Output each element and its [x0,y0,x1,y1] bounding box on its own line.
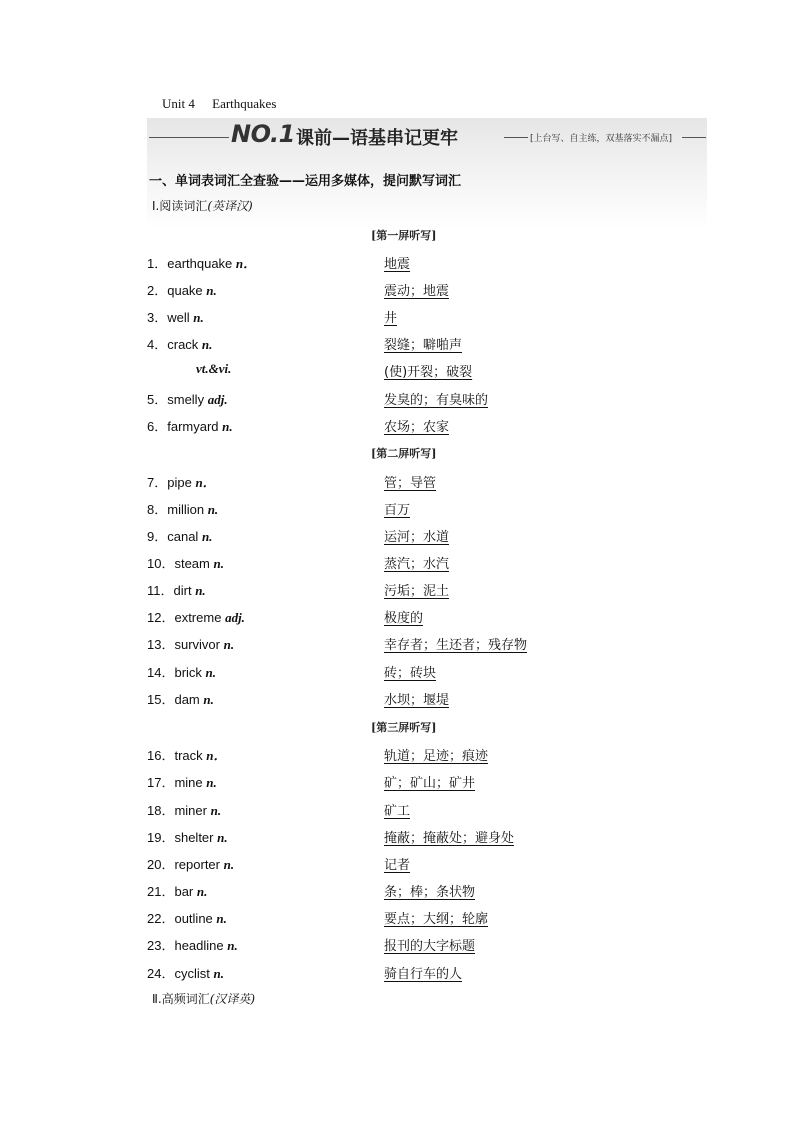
vocab-term [147,499,218,518]
vocab-row [0,745,794,765]
vocab-word: quake [167,283,203,298]
vocab-part-of-speech: n. [195,583,206,598]
vocab-definition: 管；导管 [384,476,437,491]
vocab-part-of-speech: n. [203,692,214,707]
vocab-term [147,280,217,299]
vocab-term [147,472,216,491]
vocab-row [0,634,794,654]
vocab-row [0,253,794,273]
vocab-part-of-speech: n. [227,938,238,953]
vocab-term [147,526,212,545]
vocab-number: 24． [147,966,175,981]
vocab-row [0,472,794,492]
banner-title: 课前—语基串记更牢 [296,128,458,149]
vocab-word: cyclist [174,966,210,981]
unit-topic: Earthquakes [212,96,277,111]
vocab-word: steam [174,556,210,571]
vocab-row [0,389,794,409]
vocab-number: 2． [147,283,168,298]
subsection-label: Ⅱ.高频词汇 [152,992,210,1006]
vocab-part-of-speech: adj. [225,610,245,625]
vocab-definition: 矿工 [384,804,411,819]
vocab-word: miner [174,803,207,818]
vocab-word: survivor [174,637,220,652]
screen-label-1: [第一屏听写] [371,229,437,242]
vocab-number: 14． [147,665,175,680]
vocab-part-of-speech: n. [206,775,217,790]
vocab-part-of-speech: n. [207,502,219,517]
vocab-row [0,361,794,381]
vocab-part-of-speech: n. [223,857,235,872]
vocab-definition: 运河；水道 [384,530,450,545]
banner-number: NO.1 [231,120,295,148]
vocab-number: 23． [147,938,175,953]
vocab-part-of-speech: n． [235,256,257,271]
vocab-term [147,334,212,353]
vocab-word: smelly [167,392,205,407]
vocab-number: 12． [147,610,175,625]
vocab-number: 5． [147,392,168,407]
vocab-part-of-speech: n. [223,637,235,652]
vocab-number: 13． [147,637,175,652]
banner-rule-right [504,137,528,138]
vocab-row [0,963,794,983]
vocab-row [0,800,794,820]
vocab-term [147,662,216,681]
vocab-word: bar [174,884,194,899]
vocab-number: 3． [147,310,168,325]
vocab-term [147,389,228,408]
vocab-word: dirt [173,583,192,598]
vocab-row [0,827,794,847]
vocab-word: million [167,502,205,517]
vocab-part-of-speech: n. [206,283,217,298]
vocab-definition: 井 [384,311,398,326]
vocab-definition: (使)开裂；破裂 [384,365,473,380]
screen-label-3: [第三屏听写] [371,721,437,734]
vocab-term [147,634,234,653]
vocab-number: 11． [147,583,174,598]
vocab-number: 10． [147,556,175,571]
vocab-definition: 幸存者；生还者；残存物 [384,638,528,653]
vocab-number: 4． [147,337,168,352]
vocab-word: pipe [167,475,192,490]
vocab-row [0,553,794,573]
vocab-definition: 裂缝；噼啪声 [384,338,463,353]
vocab-row [0,935,794,955]
vocab-definition: 地震 [384,257,411,272]
vocab-word: shelter [174,830,214,845]
vocab-number: 9． [147,529,168,544]
vocab-term [147,881,207,900]
vocab-part-of-speech: n. [217,830,228,845]
vocab-number: 21． [147,884,175,899]
vocab-number: 17． [147,775,175,790]
vocab-word: outline [174,911,213,926]
banner-note: [上台写、自主练，双基落实不漏点] [530,134,673,144]
vocab-part-of-speech: n. [205,665,217,680]
vocab-part-of-speech: n. [213,556,224,571]
subsection-mode: (汉译英) [209,992,256,1006]
vocab-word: reporter [174,857,220,872]
vocab-definition: 极度的 [384,611,424,626]
vocab-row [0,607,794,627]
banner-rule-left [149,137,229,138]
vocab-word: canal [167,529,199,544]
vocab-term [147,908,227,927]
vocab-word: earthquake [167,256,233,271]
vocab-part-of-speech: n. [193,310,204,325]
subsection-reading-vocab [152,197,253,214]
vocab-row [0,580,794,600]
subsection-frequent-vocab [152,990,255,1007]
vocab-term [147,307,204,326]
vocab-definition: 农场；农家 [384,420,450,435]
vocab-word: track [174,748,203,763]
vocab-term [147,416,233,435]
vocab-number: 8． [147,502,168,517]
vocab-term [147,963,224,982]
vocab-definition: 水坝；堰堤 [384,693,450,708]
vocab-row [0,662,794,682]
vocab-number: 15． [147,692,175,707]
section-heading: 一、单词表词汇全查验——运用多媒体，提问默写词汇 [149,174,462,189]
vocab-number: 18． [147,803,175,818]
vocab-term [147,935,238,954]
vocab-word: well [167,310,190,325]
vocab-part-of-speech: n． [206,748,227,763]
vocab-definition: 报刊的大字标题 [384,939,476,954]
vocab-row [0,526,794,546]
vocab-definition: 蒸汽；水汽 [384,557,450,572]
vocab-word: extreme [174,610,222,625]
unit-title [162,96,276,112]
vocab-term [147,607,245,626]
vocab-definition: 记者 [384,858,411,873]
vocab-word: brick [174,665,202,680]
vocab-part-of-speech: n. [213,966,224,981]
vocab-term [147,745,227,764]
vocab-term [147,580,206,599]
vocab-row [0,854,794,874]
vocab-row [0,772,794,792]
unit-number: Unit 4 [162,96,195,111]
vocab-number: 1． [147,256,168,271]
vocab-definition: 污垢；泥土 [384,584,450,599]
vocab-number: 16． [147,748,175,763]
vocab-row [0,307,794,327]
vocab-row [0,499,794,519]
vocab-row [0,416,794,436]
vocab-row [0,334,794,354]
screen-label-2: [第二屏听写] [371,447,437,460]
vocab-number: 19． [147,830,175,845]
vocab-definition: 发臭的；有臭味的 [384,393,489,408]
vocab-term [147,689,214,708]
vocab-row [0,689,794,709]
vocab-number: 22． [147,911,175,926]
vocab-word: headline [174,938,224,953]
vocab-definition: 轨道；足迹；痕迹 [384,749,489,764]
vocab-term [147,854,234,873]
vocab-term [147,800,221,819]
banner-rule-end [682,137,706,138]
vocab-definition: 百万 [384,503,411,518]
vocab-part-of-speech: n. [196,884,208,899]
vocab-definition: 砖；砖块 [384,666,437,681]
vocab-definition: 震动；地震 [384,284,450,299]
subsection-mode: (英译汉) [207,199,253,213]
vocab-definition: 条；棒；条状物 [384,885,476,900]
vocab-term [147,772,217,791]
vocab-word: mine [174,775,203,790]
vocab-term [147,253,256,272]
vocab-term [147,553,224,572]
vocab-part-of-speech: n． [195,475,216,490]
subsection-label: Ⅰ.阅读词汇 [152,199,208,213]
vocab-definition: 要点；大纲；轮廓 [384,912,489,927]
vocab-part-of-speech: vt.&vi. [196,361,232,376]
vocab-word: dam [174,692,200,707]
vocab-word: crack [167,337,199,352]
vocab-term [196,361,231,377]
vocab-part-of-speech: n. [201,337,213,352]
vocab-part-of-speech: n. [222,419,233,434]
vocab-part-of-speech: adj. [207,392,228,407]
vocab-number: 20． [147,857,175,872]
vocab-part-of-speech: n. [210,803,222,818]
vocab-row [0,280,794,300]
vocab-row [0,881,794,901]
vocab-number: 6． [147,419,168,434]
vocab-term [147,827,228,846]
vocab-word: farmyard [167,419,219,434]
vocab-part-of-speech: n. [216,911,227,926]
vocab-definition: 矿；矿山；矿井 [384,776,476,791]
vocab-definition: 骑自行车的人 [384,967,463,982]
vocab-number: 7． [147,475,168,490]
vocab-row [0,908,794,928]
vocab-part-of-speech: n. [201,529,213,544]
vocab-definition: 掩蔽；掩蔽处；避身处 [384,831,515,846]
